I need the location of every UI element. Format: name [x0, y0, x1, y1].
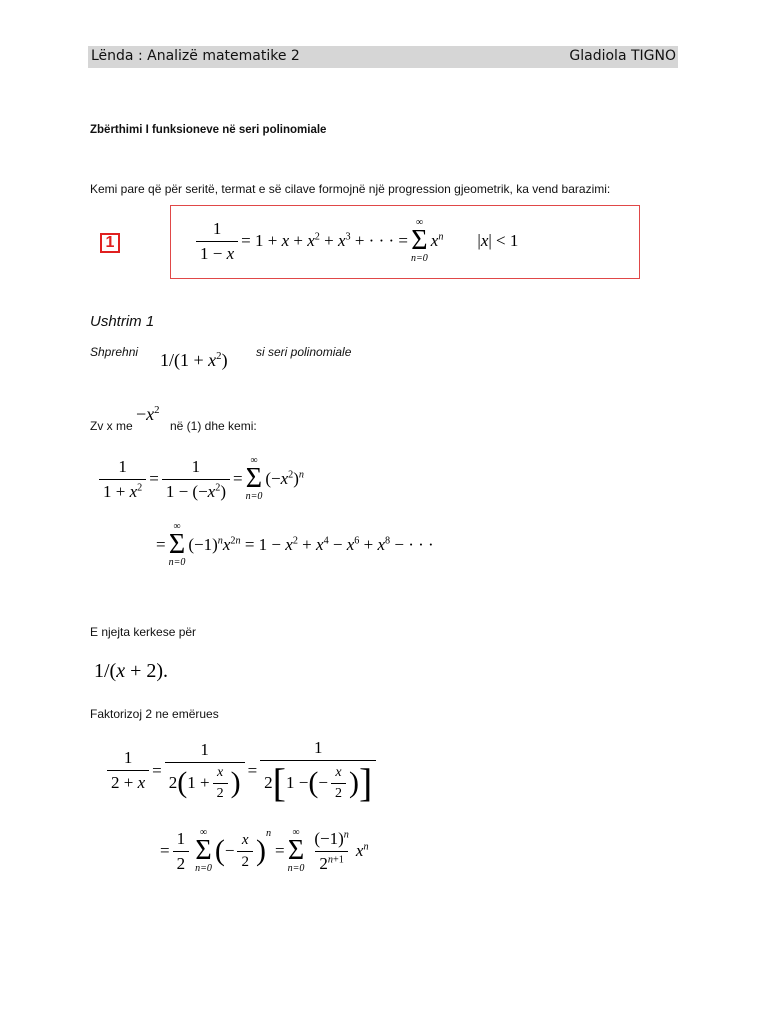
- author-label: Gladiola TIGNO: [569, 48, 676, 64]
- geometric-series-formula: $\frac{1}{1 - x}$ = $1 + x + x^2 + x^3$ + · · · = ∞ Σ n=0 $x^n$ |x| < 1: [193, 218, 518, 264]
- document-header: [88, 46, 678, 68]
- express-function: $1/(1 + x^2)$: [160, 350, 228, 370]
- equation-number-badge: 1: [100, 233, 120, 253]
- intro-paragraph: Kemi pare që për seritë, termat e së cilave formojnë një progression gjeometrik, ka vend barazimi:: [90, 182, 611, 196]
- second-function: 1/(x + 2).: [94, 660, 169, 682]
- substitute-suffix: në (1) dhe kemi:: [170, 419, 257, 433]
- exercise-title: Ushtrim 1: [90, 313, 155, 330]
- factor-line-1: $\frac{1}{2 + x}$ = 1 2 ( 1 + $\frac{x}{2}$ ) = 1 2 [ 1 − ( − $\frac{x}{2}$ ) ]: [104, 738, 379, 803]
- derivation-line-2: = ∞ Σ n=0 $(-1)^nx^{2n} = 1 - x^2 + x^4 - x^6 + x^8$ − · · ·: [156, 521, 434, 568]
- section-title: Zbërthimi I funksioneve në seri polinomiale: [90, 124, 327, 136]
- factor-label: Faktorizoj 2 ne emërues: [90, 707, 219, 721]
- geometric-series-formula-box: [170, 205, 640, 279]
- substitute-prefix: Zv x me: [90, 419, 133, 433]
- substitute-term: $-x^2$: [136, 404, 160, 424]
- express-suffix: si seri polinomiale: [256, 345, 352, 359]
- subject-label: Lënda : Analizë matematike 2: [91, 48, 300, 64]
- derivation-line-1: $\frac{1}{1 + x^2}$ = $\frac{1}{1 - (-x^2)}$ = ∞ Σ n=0 $(-x^2)^n$: [96, 456, 304, 502]
- express-label: Shprehni: [90, 345, 139, 359]
- factor-line-2: = $\frac{1}{2}$ ∞ Σ n=0 ( − $\frac{x}{2}$ ) $^n$ = ∞ Σ n=0 $\frac{(-1)^n}{2^{n+1}}$ $x^n$: [160, 827, 369, 874]
- same-request-label: E njejta kerkese për: [90, 625, 197, 639]
